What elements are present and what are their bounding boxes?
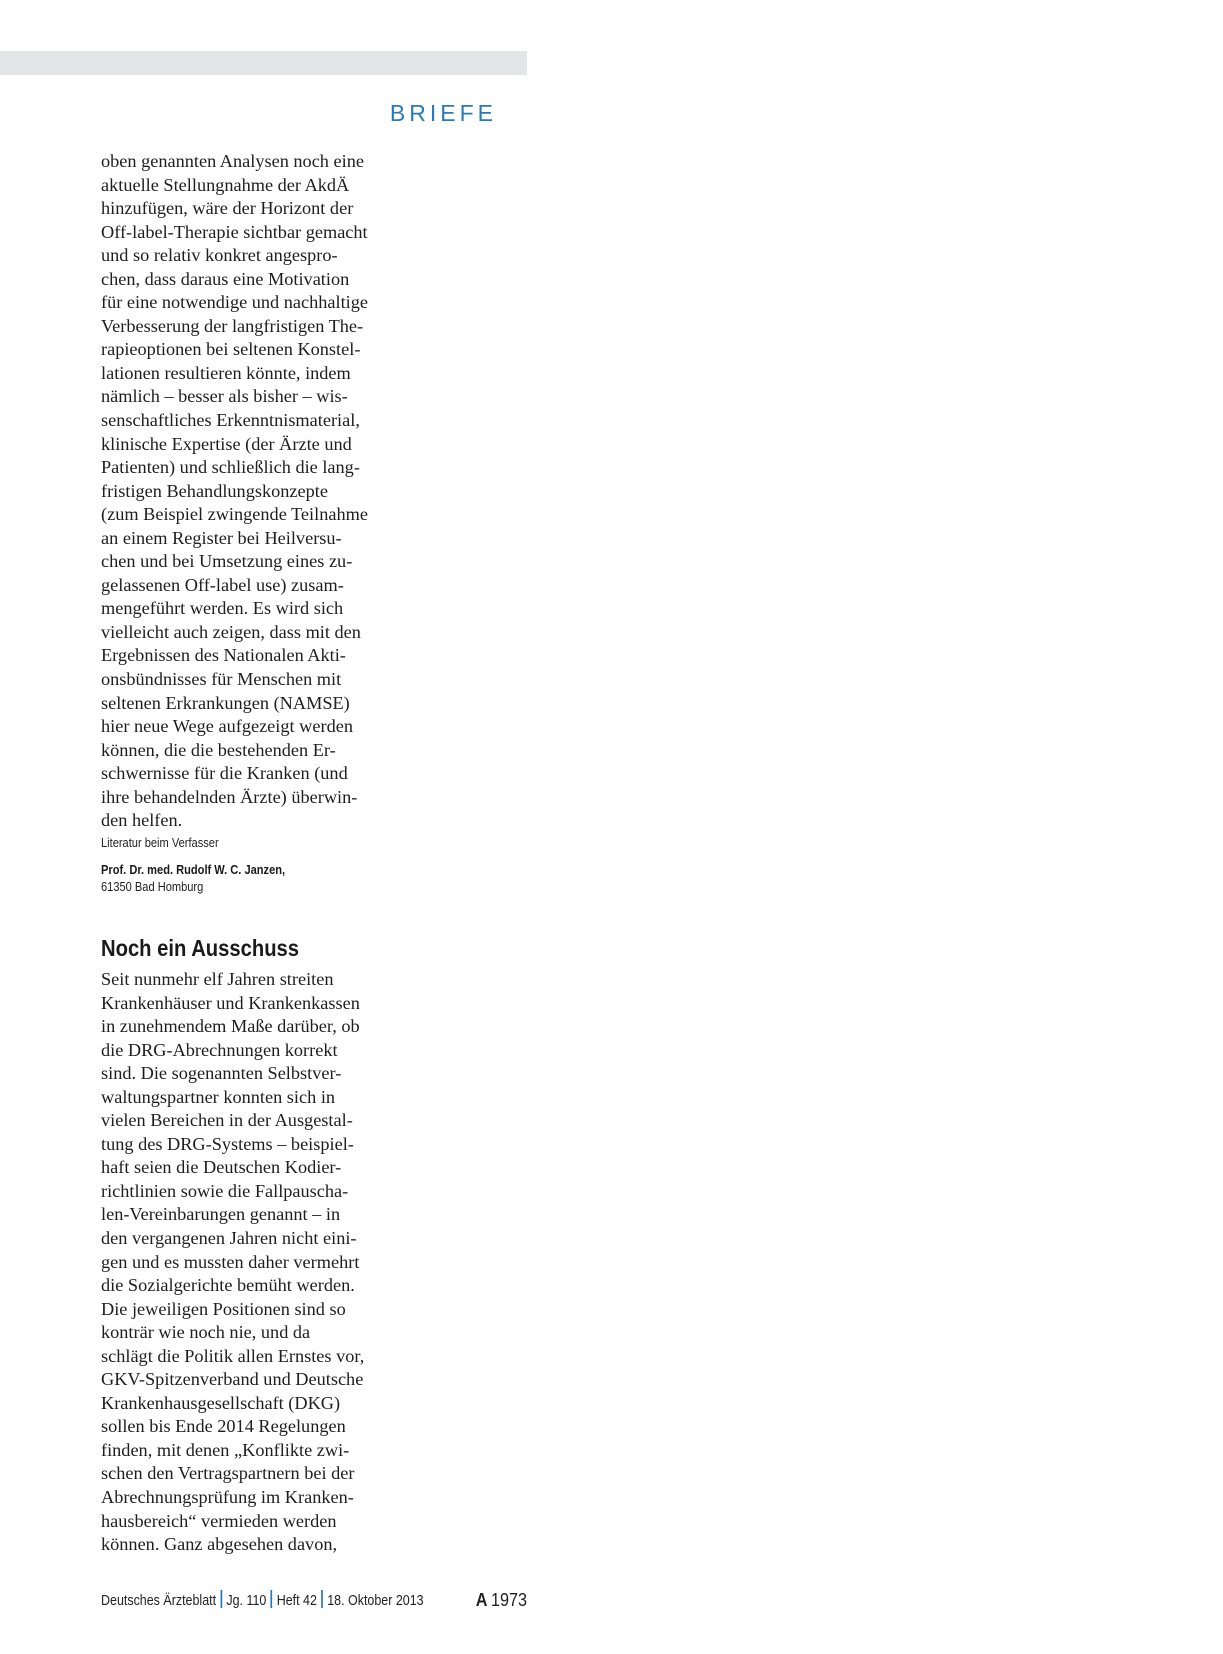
text-line: vielleicht auch zeigen, dass mit den [101, 621, 361, 642]
text-line: schlägt die Politik allen Ernstes vor, [101, 1345, 365, 1366]
text-line: können. Ganz abgesehen davon, [101, 1534, 338, 1555]
text-line: seltenen Erkrankungen (NAMSE) [101, 692, 350, 713]
text-line: Patienten) und schließlich die lang- [101, 457, 360, 478]
text-line: haft seien die Deutschen Kodier- [101, 1157, 342, 1178]
text-line: schen den Vertragspartnern bei der [101, 1463, 355, 1484]
text-line: die DRG-Abrechnungen korrekt [101, 1039, 338, 1060]
text-line: lationen resultieren könnte, indem [101, 362, 351, 383]
letter-1-body [101, 150, 391, 833]
page-footer [101, 1589, 527, 1613]
text-line: richtlinien sowie die Fallpauscha- [101, 1180, 349, 1201]
footer-citation [101, 1589, 424, 1613]
text-line: Verbesserung der langfristigen The- [101, 315, 364, 336]
letter-1-signature [101, 835, 391, 896]
text-line: Off-label-Therapie sichtbar gemacht [101, 221, 368, 242]
text-line: GKV-Spitzenverband und Deutsche [101, 1369, 364, 1390]
text-line: Seit nunmehr elf Jahren streiten [101, 969, 334, 989]
text-line: Krankenhäuser und Krankenkassen [101, 992, 360, 1013]
text-line: Krankenhausgesellschaft (DKG) [101, 1392, 341, 1413]
letter-2 [101, 934, 391, 1557]
text-line: für eine notwendige und nachhaltige [101, 292, 369, 313]
text-line: mengeführt werden. Es wird sich [101, 598, 344, 619]
text-line: den helfen. [101, 810, 183, 831]
author-name: Prof. Dr. med. Rudolf W. C. Janzen, [101, 863, 286, 877]
page-number-block [476, 1588, 527, 1614]
text-line: hausbereich“ vermieden werden [101, 1510, 337, 1531]
text-line: chen, dass daraus eine Motivation [101, 268, 350, 289]
text-line: waltungspartner konnten sich in [101, 1086, 336, 1107]
text-line: ihre behandelnden Ärzte) überwin- [101, 786, 358, 807]
section-label: BRIEFE [389, 100, 497, 126]
text-line: hier neue Wege aufgezeigt werden [101, 716, 353, 737]
footer-issue: Heft 42 [276, 1593, 317, 1609]
text-line: Abrechnungsprüfung im Kranken- [101, 1487, 354, 1508]
text-line: die Sozialgerichte bemüht werden. [101, 1275, 355, 1296]
footer-volume: Jg. 110 [226, 1593, 267, 1609]
text-line: können, die die bestehenden Er- [101, 739, 336, 760]
text-line: nämlich – besser als bisher – wis- [101, 386, 348, 407]
footer-separator [220, 1590, 222, 1608]
text-line: chen und bei Umsetzung eines zu- [101, 551, 353, 572]
text-line: sollen bis Ende 2014 Regelungen [101, 1416, 346, 1437]
text-line: hinzufügen, wäre der Horizont der [101, 198, 354, 219]
letter-2-body [101, 968, 391, 1557]
text-line: onsbündnisses für Menschen mit [101, 669, 342, 690]
text-line: aktuelle Stellungnahme der AkdÄ [101, 174, 350, 195]
text-line: sind. Die sogenannten Selbstver- [101, 1063, 342, 1084]
text-line: klinische Expertise (der Ärzte und [101, 433, 352, 454]
text-line: senschaftliches Erkenntnismaterial, [101, 410, 360, 431]
article-heading: Noch ein Ausschuss [101, 935, 300, 961]
text-line: fristigen Behandlungskonzepte [101, 480, 328, 501]
text-line: vielen Bereichen in der Ausgestal- [101, 1110, 353, 1131]
text-line: tung des DRG-Systems – beispiel- [101, 1133, 354, 1154]
text-line: Ergebnissen des Nationalen Akti- [101, 645, 346, 666]
text-line: oben genannten Analysen noch eine [101, 151, 364, 171]
text-line: finden, mit denen „Konflikte zwi- [101, 1439, 350, 1460]
footer-separator [271, 1590, 273, 1608]
text-line: konträr wie noch nie, und da [101, 1322, 311, 1343]
text-line: gen und es mussten daher vermehrt [101, 1251, 360, 1272]
footer-date: 18. Oktober 2013 [327, 1593, 424, 1609]
literature-note: Literatur beim Verfasser [101, 836, 219, 850]
text-line: (zum Beispiel zwingende Teilnahme [101, 504, 368, 525]
text-line: gelassenen Off-label use) zusam- [101, 574, 344, 595]
section-header-bar [0, 51, 527, 126]
page-number: 1973 [490, 1590, 527, 1610]
text-line: Die jeweiligen Positionen sind so [101, 1298, 346, 1319]
text-line: und so relativ konkret angespro- [101, 245, 338, 266]
text-line: len-Vereinbarungen genannt – in [101, 1204, 341, 1225]
footer-separator [321, 1590, 323, 1608]
author-location: 61350 Bad Homburg [101, 880, 204, 894]
text-line: den vergangenen Jahren nicht eini- [101, 1228, 357, 1249]
page-prefix: A [475, 1590, 488, 1610]
text-line: an einem Register bei Heilversu- [101, 527, 342, 548]
text-line: in zunehmendem Maße darüber, ob [101, 1016, 360, 1037]
footer-journal: Deutsches Ärzteblatt [101, 1593, 217, 1609]
text-line: rapieoptionen bei seltenen Konstel- [101, 339, 361, 360]
text-line: schwernisse für die Kranken (und [101, 763, 348, 784]
